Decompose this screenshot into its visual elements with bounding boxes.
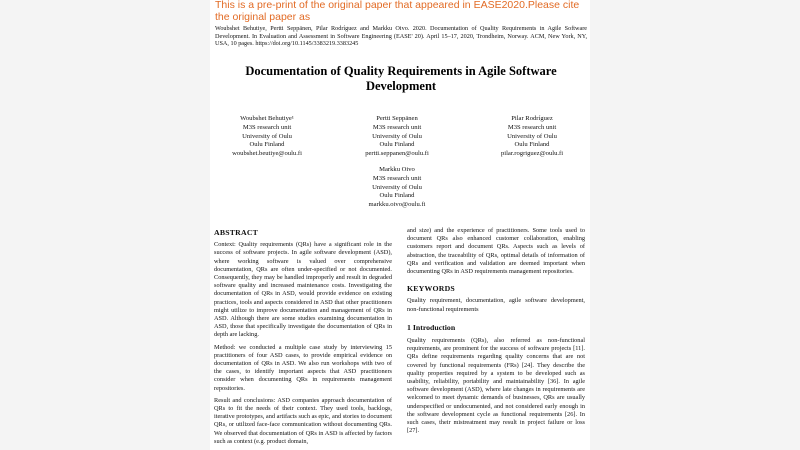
author-name: Markku Oivo bbox=[379, 166, 415, 173]
preprint-banner: This is a pre-print of the original paper that appeared in EASE2020.Please cite the original paper as bbox=[215, 0, 580, 23]
abstract-continuation: and size) and the experience of practitioners. Some tools used to document QRs also enhanced customer collaboration, enabling customers report and document QRs. Aspects such as levels of abstraction, the traceability of QRs, optimal details of information of QRs and verification and validation are deemed important when documenting QRs in ASD requirements management repositories. bbox=[407, 227, 585, 276]
author-email: woubshet.beutiye@oulu.fi bbox=[232, 150, 302, 158]
citation-text: Woubshet Behutiye, Pertti Seppänen, Pilar Rodríguez and Markku Oivo. 2020. Documentation of Quality Requirements in Agile Software Development. In Evaluation and Assessment in Software Engineering (EASE' 20). April 15–17, 2020, Trondheim, Norway. ACM, New York, NY, USA, 10 pages. https://doi.org/10.1145/3383219.3383245 bbox=[215, 25, 587, 48]
author-location: Oulu Finland bbox=[379, 192, 415, 200]
author-name: Woubshet Behutiye¹ bbox=[240, 115, 294, 122]
author-block bbox=[347, 115, 447, 159]
author-unit: M3S research unit bbox=[372, 174, 422, 182]
introduction-paragraph: Quality requirements (QRs), also referred as non-functional requirements, are prominent for the success of software projects [11]. QRs define requirements regarding quality concerns that are not covered by functional requirements (FRs) [24]. They describe the quality properties required by a system to be developed such as usability, reliability, portability and maintainability [36]. In agile software development (ASD), where late changes in requirements are welcomed to meet dynamic demands of businesses, QRs are usually underspecified or undocumented, and not considered early enough in the software development cycle as functional requirements [26]. In such cases, their mistreatment may result in project failure or loss [27]. bbox=[407, 337, 585, 435]
author-email: pertti.seppanen@oulu.fi bbox=[365, 150, 429, 158]
author-email: markku.oivo@oulu.fi bbox=[368, 201, 426, 209]
abstract-paragraph: Result and conclusions: ASD companies approach documentation of QRs to fit the needs of their context. They used tools, backlogs, iterative prototypes, and artifacts such as epic, and stories to document QRs, or utilized face-face communication without documenting QRs. We observed that documentation of QRs in ASD is affected by factors such as context (e.g. product domain, bbox=[214, 396, 393, 445]
author-unit: M3S research unit bbox=[242, 123, 292, 131]
abstract-paragraph: Context: Quality requirements (QRs) have a significant role in the success of software projects. In agile software development (ASD), where working software is valued over comprehensive documentation, QRs are often under-specified or not documented. Consequently, they may be handled improperly and result in degraded software quality and increased maintenance costs. Investigating the documentation of QRs in ASD, would provide evidence on existing practices, tools and aspects considered in ASD that other practitioners might utilize to improve documentation and management of QRs in ASD. Although there are some studies examining documentation in ASD, those that specifically investigate the documentation of QRs in depth are lacking. bbox=[214, 241, 392, 339]
author-block bbox=[347, 166, 447, 210]
author-name: Pilar Rodríguez bbox=[511, 115, 553, 122]
introduction-heading: 1 Introduction bbox=[407, 322, 456, 332]
abstract-heading: ABSTRACT bbox=[214, 228, 259, 237]
author-unit: M3S research unit bbox=[372, 123, 422, 131]
author-university: University of Oulu bbox=[242, 132, 292, 140]
paper-title: Documentation of Quality Requirements in Agile Software Development bbox=[245, 64, 557, 93]
right-column bbox=[407, 227, 585, 439]
author-university: University of Oulu bbox=[372, 132, 422, 140]
keywords-text: Quality requirement, documentation, agile software development, non-functional requirements bbox=[407, 297, 585, 313]
keywords-heading: KEYWORDS bbox=[407, 284, 455, 294]
left-column bbox=[214, 229, 392, 450]
author-university: University of Oulu bbox=[507, 132, 557, 140]
author-unit: M3S research unit bbox=[507, 123, 557, 131]
author-university: University of Oulu bbox=[372, 183, 422, 191]
author-location: Oulu Finland bbox=[379, 141, 415, 149]
author-name: Pertti Seppänen bbox=[376, 115, 418, 122]
author-location: Oulu Finland bbox=[514, 141, 550, 149]
author-location: Oulu Finland bbox=[249, 141, 285, 149]
author-email: pilar.rogriguez@oulu.fi bbox=[500, 150, 564, 158]
author-block bbox=[217, 115, 317, 159]
author-block bbox=[482, 115, 582, 159]
abstract-paragraph: Method: we conducted a multiple case study by interviewing 15 practitioners of four ASD cases, to provide empirical evidence on documentation of QRs in ASD. We also run workshops with two of the cases, to identify important aspects that ASD practitioners consider when documenting QRs in requirements management repositories. bbox=[214, 343, 392, 392]
